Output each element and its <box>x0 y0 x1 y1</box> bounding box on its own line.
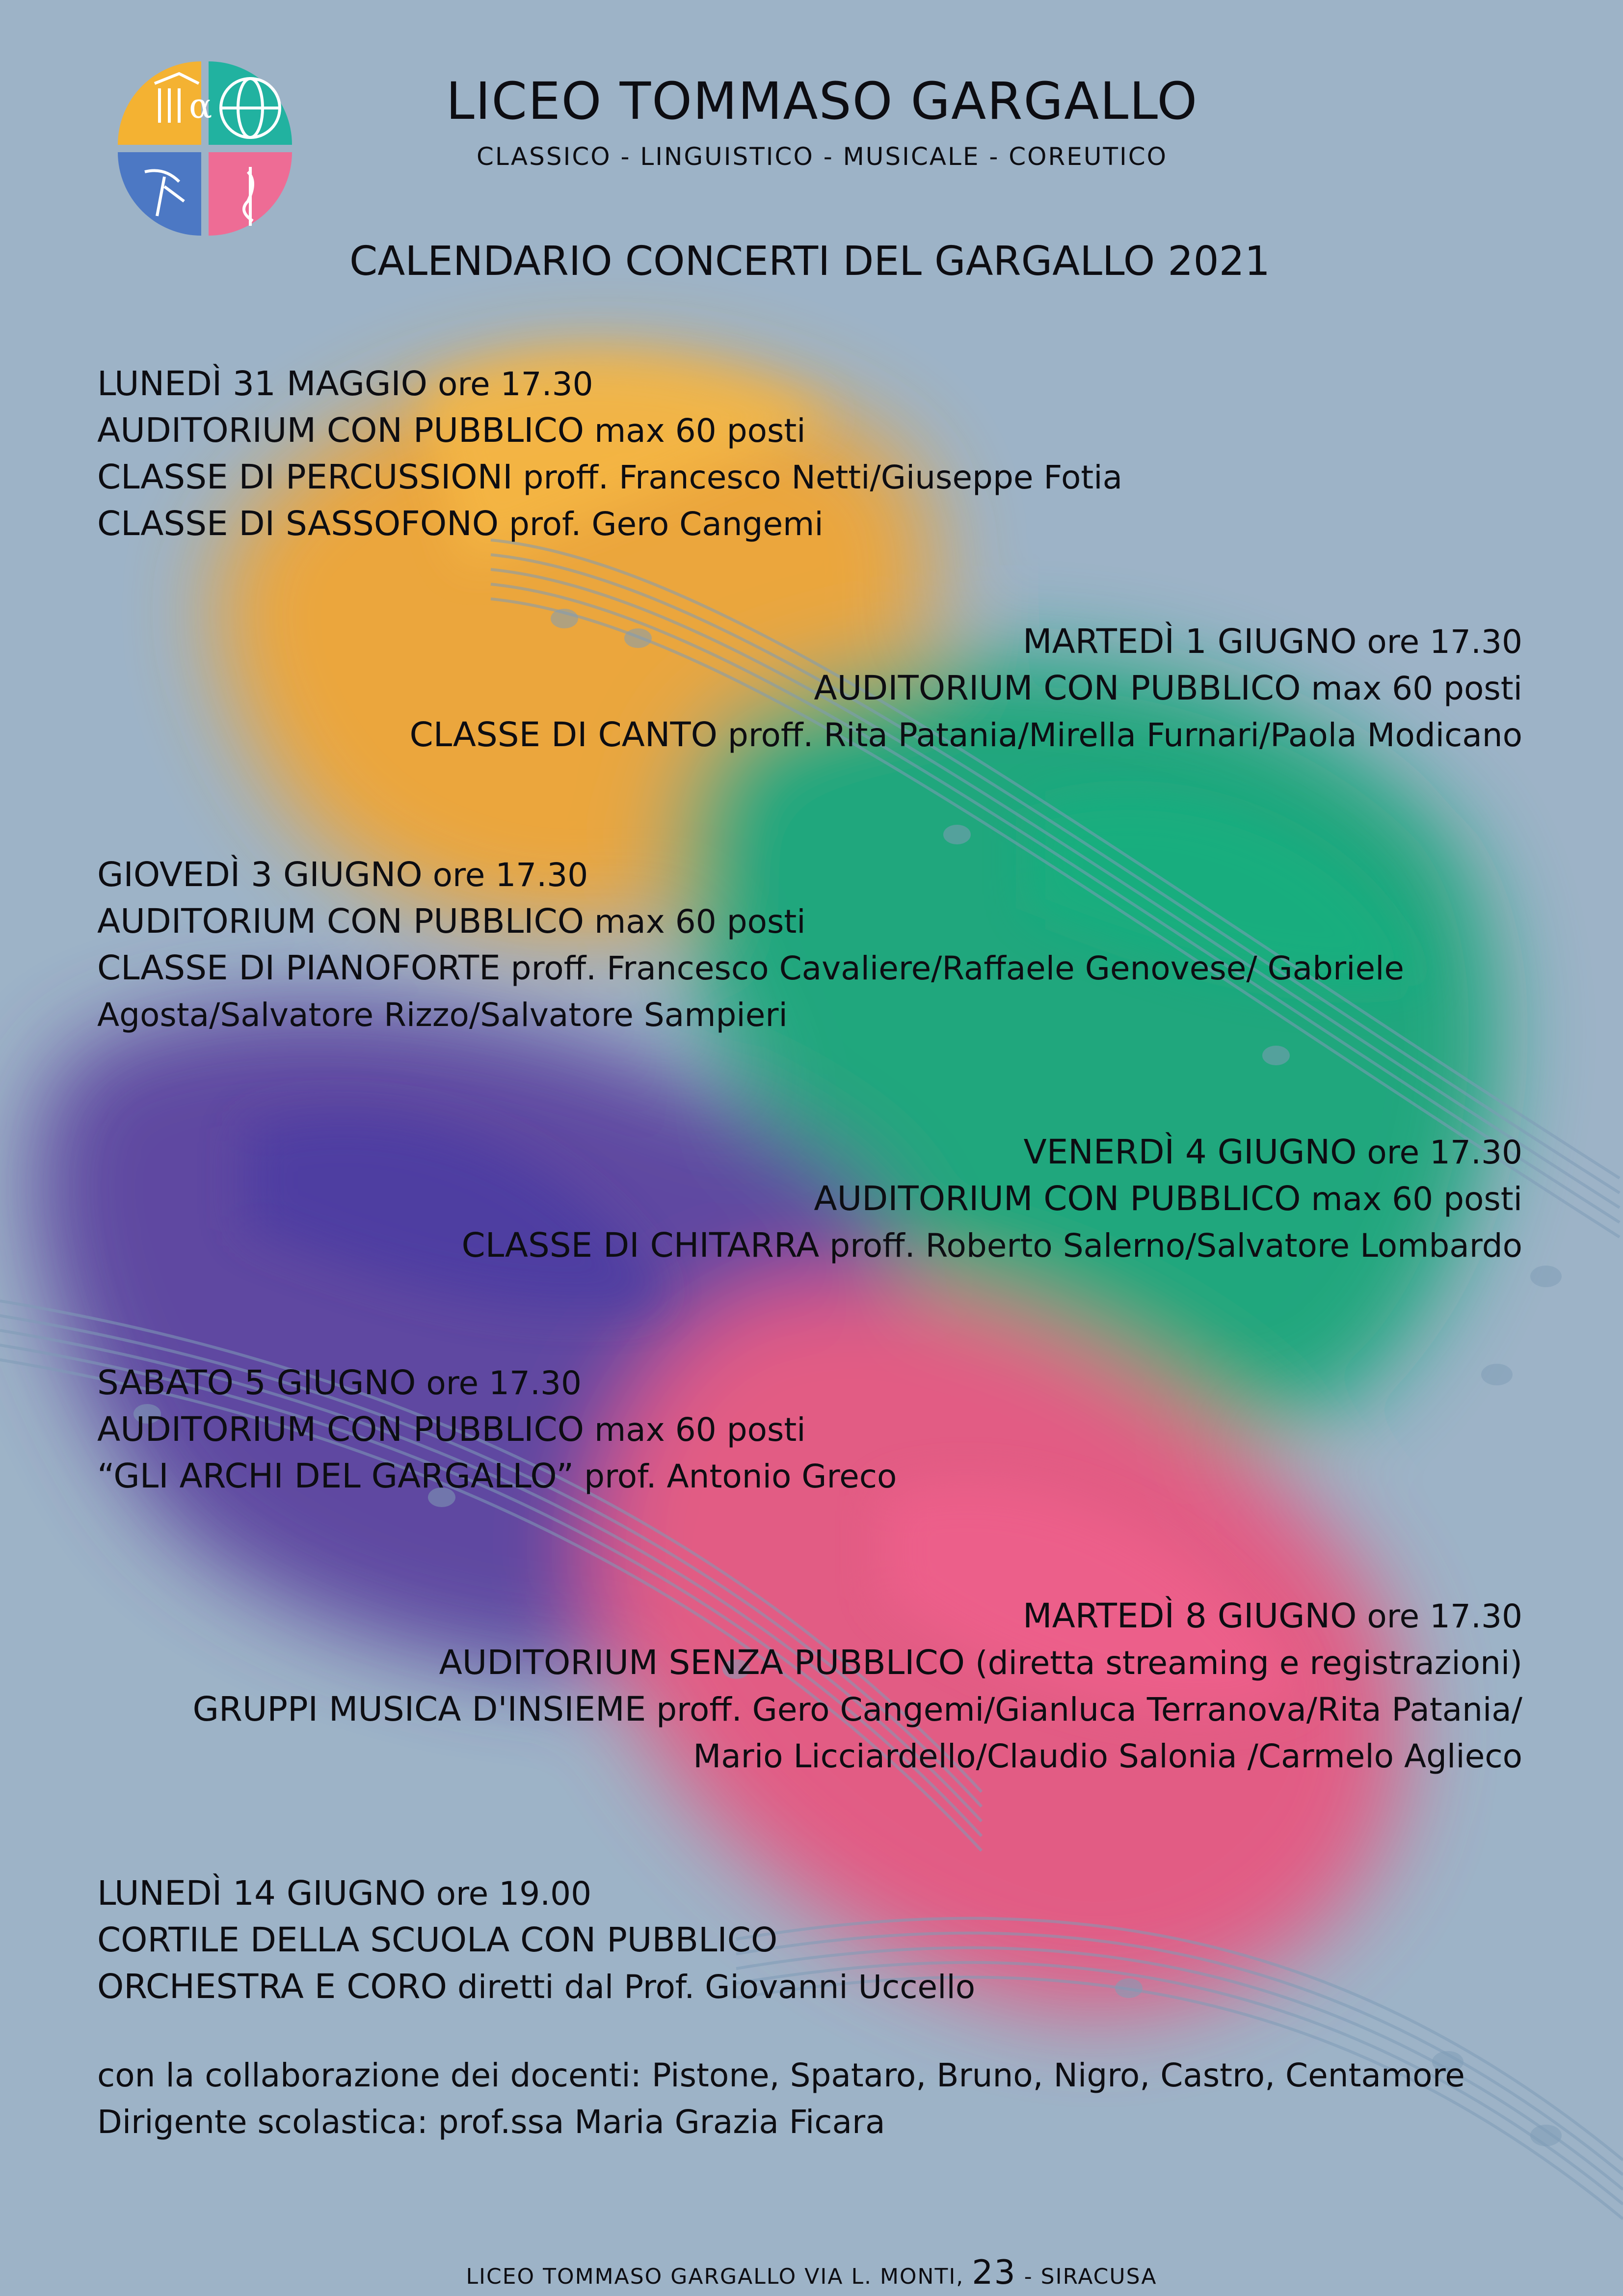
event-line: Agosta/Salvatore Rizzo/Salvatore Sampieri <box>97 996 788 1034</box>
event-line: SABATO 5 GIUGNO ore 17.30 <box>97 1363 582 1403</box>
event-block <box>97 361 1520 547</box>
calendar-title: CALENDARIO CONCERTI DEL GARGALLO 2021 <box>349 238 1270 285</box>
event-line: LUNEDÌ 31 MAGGIO ore 17.30 <box>97 364 593 404</box>
event-line: GIOVEDÌ 3 GIUGNO ore 17.30 <box>97 855 588 894</box>
event-line: VENERDÌ 4 GIUGNO ore 17.30 <box>1023 1133 1522 1172</box>
collaboration-text: con la collaborazione dei docenti: Pistone, Spataro, Bruno, Nigro, Castro, Centamore <box>97 2056 1465 2094</box>
event-line: AUDITORIUM CON PUBBLICO max 60 posti <box>97 1410 806 1449</box>
event-line: CLASSE DI CHITARRA proff. Roberto Salerno/Salvatore Lombardo <box>461 1226 1522 1265</box>
event-line: GRUPPI MUSICA D'INSIEME proff. Gero Cangemi/Gianluca Terranova/Rita Patania/ <box>192 1690 1522 1729</box>
footer-address: LICEO TOMMASO GARGALLO VIA L. MONTI, 23 - SIRACUSA <box>466 2253 1157 2292</box>
event-line: LUNEDÌ 14 GIUGNO ore 19.00 <box>97 1874 592 1913</box>
event-line: AUDITORIUM CON PUBBLICO max 60 posti <box>814 1179 1522 1218</box>
event-line: “GLI ARCHI DEL GARGALLO” prof. Antonio Greco <box>97 1457 897 1496</box>
event-block <box>97 1360 1520 1500</box>
credits-block <box>97 2052 1520 2145</box>
svg-text:α: α <box>189 86 213 126</box>
event-line: ORCHESTRA E CORO diretti dal Prof. Giovanni Uccello <box>97 1967 976 2006</box>
school-name: LICEO TOMMASO GARGALLO <box>446 71 1198 131</box>
event-line: CLASSE DI CANTO proff. Rita Patania/Mirella Furnari/Paola Modicano <box>409 715 1522 755</box>
school-subtitle: CLASSICO - LINGUISTICO - MUSICALE - COREUTICO <box>476 142 1168 171</box>
event-line: Mario Licciardello/Claudio Salonia /Carmelo Aglieco <box>693 1737 1522 1775</box>
event-line: AUDITORIUM CON PUBBLICO max 60 posti <box>97 411 806 450</box>
school-logo <box>110 54 299 243</box>
event-line: MARTEDÌ 8 GIUGNO ore 17.30 <box>1023 1596 1522 1636</box>
event-block <box>99 1593 1522 1780</box>
event-line: MARTEDÌ 1 GIUGNO ore 17.30 <box>1023 622 1522 661</box>
event-block <box>99 1129 1522 1269</box>
event-line: CLASSE DI PERCUSSIONI proff. Francesco Netti/Giuseppe Fotia <box>97 458 1123 497</box>
event-line: AUDITORIUM SENZA PUBBLICO (diretta streaming e registrazioni) <box>439 1643 1522 1682</box>
event-line: AUDITORIUM CON PUBBLICO max 60 posti <box>814 669 1522 708</box>
event-block <box>99 619 1522 758</box>
event-line: CORTILE DELLA SCUOLA CON PUBBLICO <box>97 1920 778 1960</box>
principal-text: Dirigente scolastica: prof.ssa Maria Grazia Ficara <box>97 2103 885 2141</box>
event-line: CLASSE DI PIANOFORTE proff. Francesco Cavaliere/Raffaele Genovese/ Gabriele <box>97 948 1405 988</box>
event-line: AUDITORIUM CON PUBBLICO max 60 posti <box>97 902 806 941</box>
event-block <box>97 852 1520 1038</box>
event-line: CLASSE DI SASSOFONO prof. Gero Cangemi <box>97 504 824 543</box>
event-block <box>97 1870 1520 2010</box>
